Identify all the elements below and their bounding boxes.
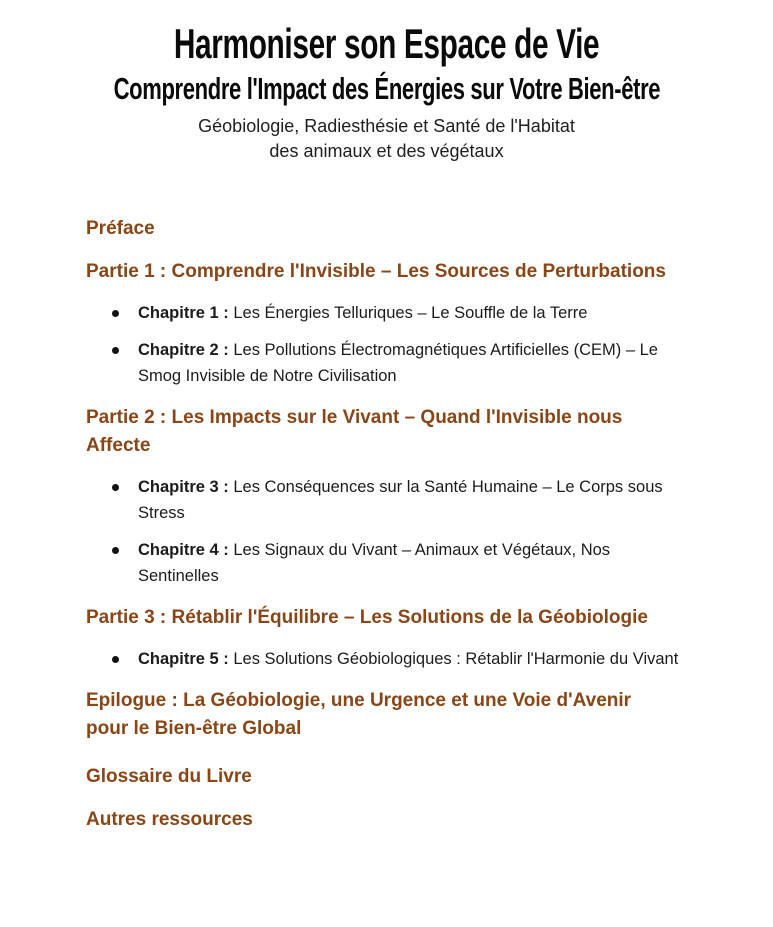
bullet-icon [112, 547, 119, 554]
toc-heading-other-resources: Autres ressources [86, 809, 253, 830]
doc-tagline-2: des animaux et des végétaux [269, 141, 504, 161]
doc-title-text: Harmoniser son Espace de Vie [173, 20, 600, 67]
chapter-1-title: Les Énergies Telluriques – Le Souffle de la Terre [228, 304, 588, 322]
toc-entry-chapter-3 [86, 474, 773, 526]
bullet-icon [112, 656, 119, 663]
toc-heading-part-1: Partie 1 : Comprendre l'Invisible – Les Sources de Perturbations [86, 261, 666, 282]
chapter-4-title: Les Signaux du Vivant – Animaux et Végétaux, Nos Sentinelles [138, 541, 611, 585]
toc-entry-chapter-1 [86, 300, 773, 326]
chapter-1-label: Chapitre 1 : [138, 304, 229, 322]
doc-title [0, 20, 773, 67]
toc-entry-chapter-4 [86, 537, 773, 589]
toc-entry-chapter-2 [86, 337, 773, 389]
toc-entry-chapter-5 [86, 646, 773, 672]
chapter-2-title: Les Pollutions Électromagnétiques Artificielles (CEM) – Le Smog Invisible de Notre Civilisation [138, 341, 658, 385]
toc-heading-part-2: Partie 2 : Les Impacts sur le Vivant – Quand l'Invisible nous Affecte [86, 407, 623, 456]
doc-taglines [0, 114, 773, 164]
chapter-list-part-2 [86, 474, 773, 589]
doc-subtitle [0, 71, 773, 106]
chapter-5-text [138, 646, 678, 672]
toc-heading-glossary: Glossaire du Livre [86, 766, 252, 787]
toc-heading-preface: Préface [86, 218, 155, 239]
chapter-list-part-3 [86, 646, 773, 672]
chapter-1-text [138, 300, 587, 326]
doc-subtitle-text: Comprendre l'Impact des Énergies sur Votre Bien-être [113, 71, 660, 106]
title-block [0, 20, 773, 164]
bullet-icon [112, 347, 119, 354]
chapter-5-label: Chapitre 5 : [138, 650, 229, 668]
doc-tagline-1: Géobiologie, Radiesthésie et Santé de l'Habitat [198, 116, 575, 136]
chapter-3-title: Les Conséquences sur la Santé Humaine – Le Corps sous Stress [138, 478, 663, 522]
chapter-2-label: Chapitre 2 : [138, 341, 229, 359]
chapter-4-label: Chapitre 4 : [138, 541, 229, 559]
toc-heading-epilogue: Epilogue : La Géobiologie, une Urgence et une Voie d'Avenir pour le Bien-être Global [86, 690, 632, 739]
chapter-2-text [138, 337, 696, 389]
bullet-icon [112, 484, 119, 491]
chapter-5-title: Les Solutions Géobiologiques : Rétablir l'Harmonie du Vivant [228, 650, 679, 668]
chapter-3-label: Chapitre 3 : [138, 478, 229, 496]
bullet-icon [112, 310, 119, 317]
chapter-3-text [138, 474, 683, 526]
chapter-list-part-1 [86, 300, 773, 389]
toc-heading-part-3: Partie 3 : Rétablir l'Équilibre – Les Solutions de la Géobiologie [86, 607, 648, 628]
table-of-contents [86, 215, 773, 834]
chapter-4-text [138, 537, 683, 589]
